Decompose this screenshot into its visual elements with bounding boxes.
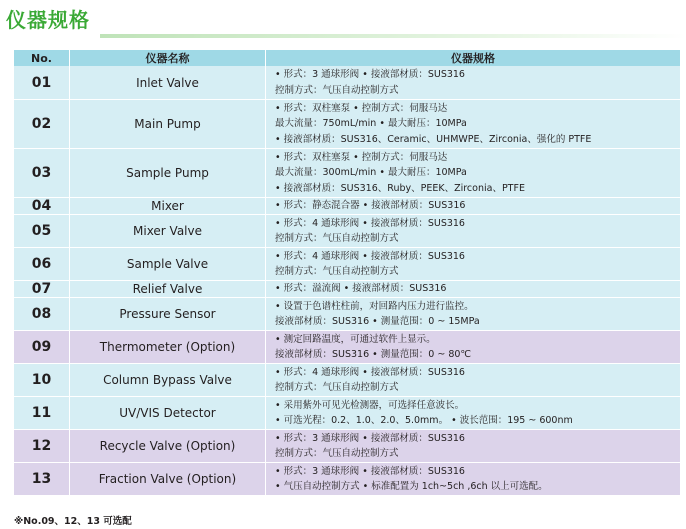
instrument-name: Inlet Valve [69,66,265,99]
table-row [14,148,680,197]
row-number: 06 [31,256,52,272]
table-row [14,280,680,297]
spec-line: 接液部材质：SUS316 • 测量范围：0 ~ 80℃ [275,349,472,360]
instrument-name: Sample Valve [69,248,265,280]
row-number: 08 [31,306,52,322]
header-no: No. [31,51,52,65]
instrument-name: Sample Pump [69,149,265,197]
instrument-spec [265,281,680,297]
spec-line: • 接液部材质：SUS316、Ceramic、UHMWPE、Zirconia、强化的 PTFE [275,133,592,145]
header-name: 仪器名称 [69,50,265,66]
spec-line: • 形式：4 通球形阀 • 接液部材质：SUS316 [275,250,465,262]
table-row [14,99,680,148]
title-underline [100,34,686,38]
instrument-name: Recycle Valve (Option) [69,430,265,462]
instrument-name: UV/VIS Detector [69,397,265,429]
row-number: 07 [31,281,52,297]
row-number: 03 [31,165,52,181]
spec-line: 最大流量：750mL/min • 最大耐压：10MPa [275,118,467,130]
instrument-spec [265,198,680,214]
spec-line: 控制方式：气压自动控制方式 [275,84,399,96]
spec-line: • 形式：4 通球形阀 • 接液部材质：SUS316 [275,366,465,378]
table-row [14,462,680,495]
instrument-name: Column Bypass Valve [69,364,265,396]
instrument-name: Thermometer (Option) [69,331,265,363]
instrument-spec [265,463,680,495]
table-row [14,330,680,363]
row-number: 09 [31,339,52,355]
spec-line: 控制方式：气压自动控制方式 [275,448,399,459]
instrument-name: Main Pump [69,100,265,148]
table-row [14,247,680,280]
spec-line: • 形式：静态混合器 • 接液部材质：SUS316 [275,200,466,212]
footnote: ※No.09、12、13 可选配 [14,516,132,527]
spec-line: • 形式：双柱塞泵 • 控制方式：伺服马达 [275,102,448,114]
row-number: 04 [31,198,52,214]
header-spec: 仪器规格 [265,50,680,66]
row-number: 12 [31,438,52,454]
row-number: 13 [31,471,52,487]
spec-line: • 形式：3 通球形阀 • 接液部材质：SUS316 [275,465,465,477]
spec-line: 最大流量：300mL/min • 最大耐压：10MPa [275,167,467,179]
spec-line: • 形式：溢流阀 • 接液部材质：SUS316 [275,283,447,295]
spec-line: 接液部材质：SUS316 • 测量范围：0 ~ 15MPa [275,316,480,327]
table-row [14,429,680,462]
instrument-name: Mixer Valve [69,215,265,247]
spec-line: 控制方式：气压自动控制方式 [275,233,399,244]
table-row [14,363,680,396]
table-row [14,297,680,330]
instrument-spec [265,430,680,462]
instrument-spec [265,149,680,197]
table-row [14,66,680,99]
instrument-name: Relief Valve [69,281,265,297]
table-row [14,396,680,429]
spec-line: • 形式：3 通球形阀 • 接液部材质：SUS316 [275,432,465,444]
spec-line: 控制方式：气压自动控制方式 [275,266,399,277]
row-number: 11 [31,405,52,421]
title-bar [0,0,686,42]
instrument-name: Fraction Valve (Option) [69,463,265,495]
spec-line: • 形式：4 通球形阀 • 接液部材质：SUS316 [275,217,465,229]
table-header [14,50,680,66]
spec-line: • 形式：3 通球形阀 • 接液部材质：SUS316 [275,69,465,81]
instrument-spec [265,100,680,148]
spec-line: • 气压自动控制方式 • 标准配置为 1ch~5ch ,6ch 以上可选配。 [275,481,548,492]
spec-line: • 设置于色谱柱柱前，对回路内压力进行监控。 [275,300,474,312]
instrument-name: Pressure Sensor [69,298,265,330]
row-number: 05 [31,223,52,239]
row-number: 02 [31,116,52,132]
table-body [14,66,680,495]
instrument-spec [265,364,680,396]
spec-line: • 采用紫外可见光检测器，可选择任意波长。 [275,399,465,411]
instrument-spec [265,397,680,429]
row-number: 01 [31,74,52,91]
table-row [14,197,680,214]
table-row [14,214,680,247]
instrument-spec [265,298,680,330]
instrument-spec [265,248,680,280]
spec-table [14,50,680,495]
spec-line: • 形式：双柱塞泵 • 控制方式：伺服马达 [275,151,448,163]
spec-line: • 接液部材质：SUS316、Ruby、PEEK、Zirconia、PTFE [275,182,525,194]
row-number: 10 [31,372,52,388]
spec-line: • 可选光程：0.2、1.0、2.0、5.0mm。 • 波长范围：195 ~ 600nm [275,415,573,426]
instrument-name: Mixer [69,198,265,214]
instrument-spec [265,66,680,99]
page-title: 仪器规格 [6,8,90,32]
spec-line: 控制方式：气压自动控制方式 [275,382,399,393]
instrument-spec [265,215,680,247]
spec-line: • 测定回路温度，可通过软件上显示。 [275,333,436,345]
instrument-spec [265,331,680,363]
